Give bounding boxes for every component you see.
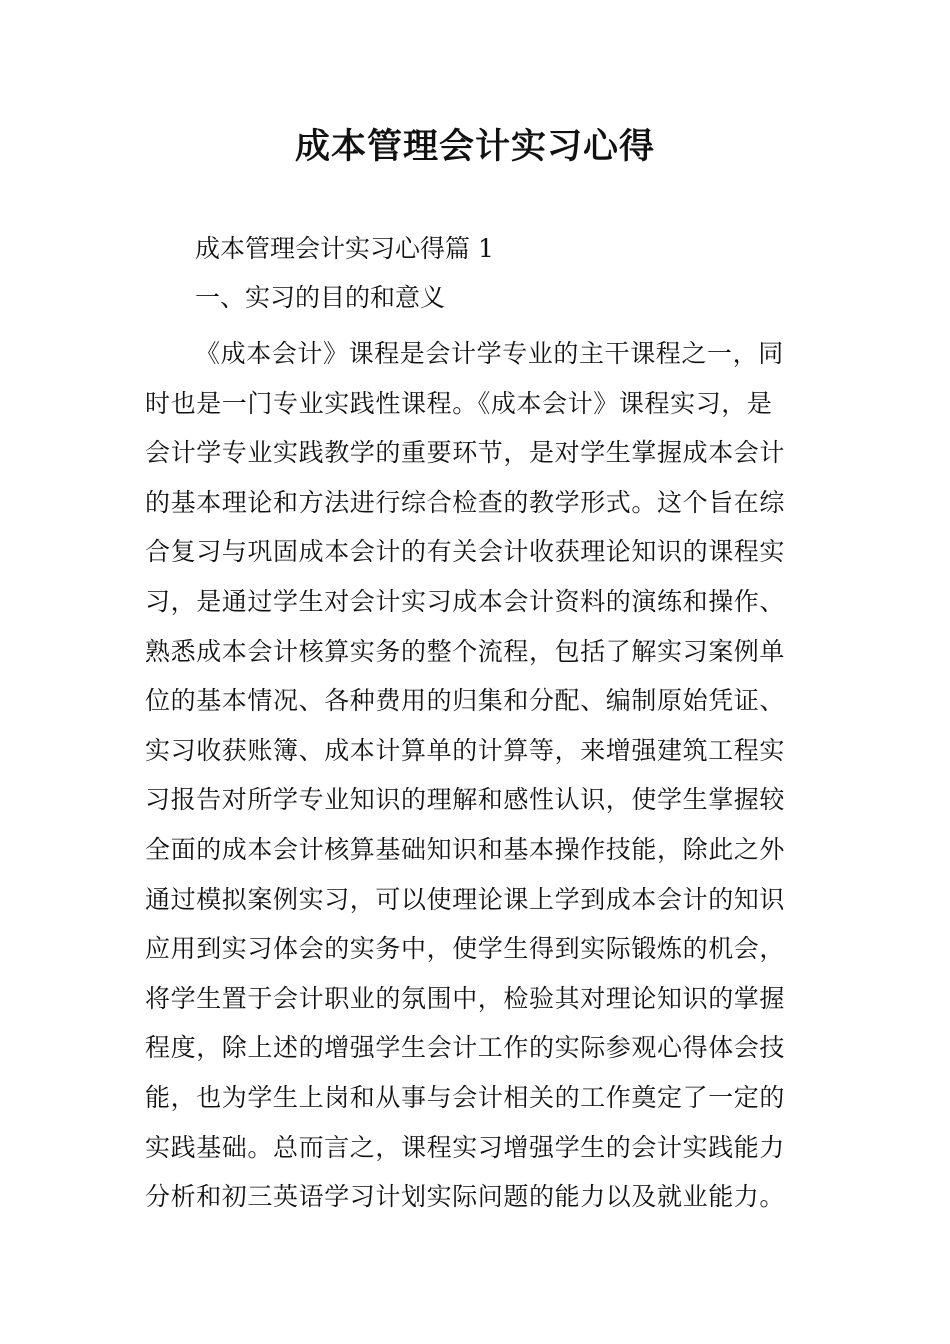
paragraph-line: 能，也为学生上岗和从事与会计相关的工作奠定了一定的 bbox=[145, 1082, 786, 1112]
paragraph-line: 熟悉成本会计核算实务的整个流程，包括了解实习案例单 bbox=[145, 636, 786, 666]
paragraph-line: 全面的成本会计核算基础知识和基本操作技能，除此之外 bbox=[145, 834, 786, 864]
paragraph-line: 《成本会计》课程是会计学专业的主干课程之一，同 bbox=[195, 339, 784, 368]
paragraph-line: 位的基本情况、各种费用的归集和分配、编制原始凭证、 bbox=[145, 686, 786, 716]
paragraph-line: 习，是通过学生对会计实习成本会计资料的演练和操作、 bbox=[145, 586, 786, 616]
subsection-heading: 一、实习的目的和意义 bbox=[195, 283, 446, 312]
paragraph-line: 通过模拟案例实习，可以使理论课上学到成本会计的知识 bbox=[145, 884, 786, 914]
paragraph-line: 合复习与巩固成本会计的有关会计收获理论知识的课程实 bbox=[145, 537, 786, 567]
document-title: 成本管理会计实习心得 bbox=[294, 127, 655, 167]
paragraph-line: 将学生置于会计职业的氛围中，检验其对理论知识的掌握 bbox=[145, 983, 786, 1013]
paragraph-line: 实习收获账簿、成本计算单的计算等，来增强建筑工程实 bbox=[145, 735, 786, 765]
section-heading: 成本管理会计实习心得篇 1 bbox=[195, 234, 494, 263]
paragraph-line: 的基本理论和方法进行综合检查的教学形式。这个旨在综 bbox=[145, 487, 786, 517]
paragraph-line: 实践基础。总而言之，课程实习增强学生的会计实践能力 bbox=[145, 1132, 786, 1162]
paragraph-line: 会计学专业实践教学的重要环节，是对学生掌握成本会计 bbox=[145, 438, 786, 468]
paragraph-line: 习报告对所学专业知识的理解和感性认识，使学生掌握较 bbox=[145, 785, 786, 815]
body-paragraph bbox=[145, 329, 810, 1222]
paragraph-line: 分析和初三英语学习计划实际问题的能力以及就业能力。 bbox=[145, 1182, 786, 1212]
paragraph-line: 程度，除上述的增强学生会计工作的实际参观心得体会技 bbox=[145, 1033, 786, 1063]
paragraph-line: 应用到实习体会的实务中，使学生得到实际锻炼的机会， bbox=[145, 934, 786, 964]
paragraph-line: 时也是一门专业实践性课程。《成本会计》课程实习，是 bbox=[145, 388, 773, 418]
